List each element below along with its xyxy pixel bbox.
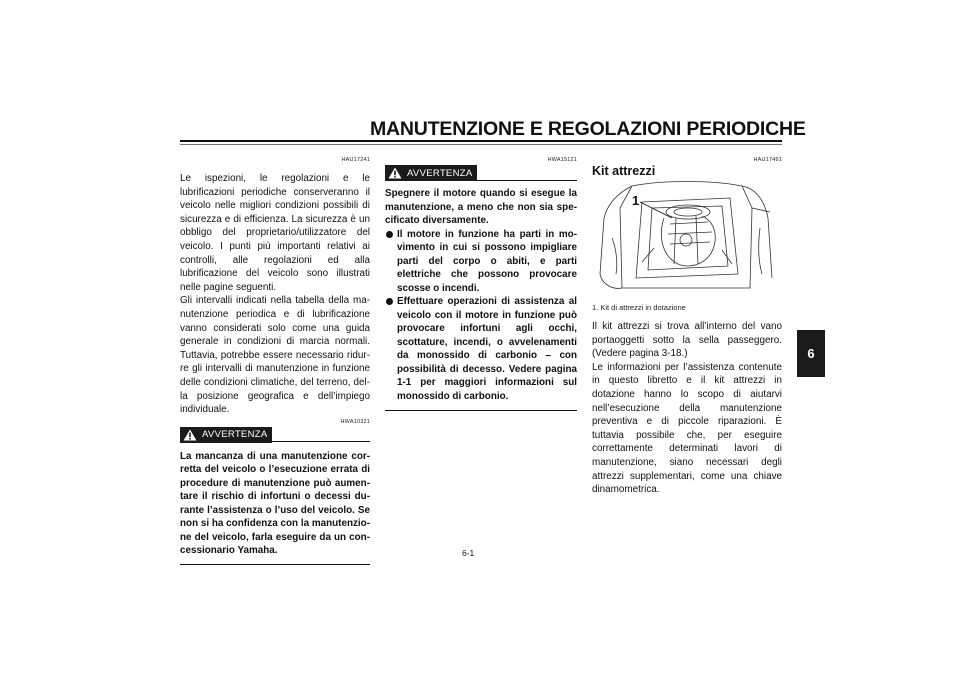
list-item: Il motore in funzione ha parti in movimento in cui si possono impigliare parti del corpo o abiti, e parti elettriche che possono provocare scosse o incendi. (385, 228, 577, 296)
reference-code: HAU17491 (753, 157, 782, 163)
service-info-paragraph: Le informazioni per l’assistenza contenute in questo libretto e il kit attrezzi in dotazione hanno lo scopo di aiutarvi nell’esecuzione della manutenzione preventiva e di piccole riparazioni. È tuttavia possibile che, per eseguire correttamente determinati lavori di manutenzione, siano necessari degli attrezzi supplementari, come una chiave dinamometrica. (592, 361, 782, 496)
column-2 (385, 157, 577, 411)
page-title: MANUTENZIONE E REGOLAZIONI PERIODICHE (370, 118, 806, 140)
bullet-icon (386, 298, 393, 305)
warning-bullet-list (385, 228, 577, 404)
warning-end-rule (180, 564, 370, 565)
warning-label: AVVERTENZA (202, 429, 268, 441)
warning-header (385, 164, 577, 182)
bullet-icon (386, 231, 393, 238)
intervals-paragraph: Gli intervalli indicati nella tabella della manutenzione periodica e di lubrificazione vanno considerati solo come una guida generale in condizioni di marcia normali. Tuttavia, potrebbe essere necessario ridurre gli intervalli di manutenzione in funzione delle condizioni climatiche, del terreno, della posizione geografica e dell’impiego individuale. (180, 295, 370, 416)
reference-code: HAU17241 (341, 157, 370, 163)
warning-code: HWA10321 (340, 418, 370, 425)
warning-intro: Spegnere il motore quando si esegue la manutenzione, a meno che non sia specificato diversamente. (385, 188, 577, 226)
location-paragraph: Il kit attrezzi si trova all’interno del vano portaoggetti sotto la sella passeggero. (Vedere pagina 3-18.) (592, 321, 782, 360)
warning-triangle-icon (183, 429, 197, 441)
figure-caption: 1. Kit di attrezzi in dotazione (592, 303, 686, 312)
warning-triangle-icon (388, 167, 402, 179)
intro-paragraph: Le ispezioni, le regolazioni e le lubrificazioni periodiche conserveranno il veicolo nelle migliori condizioni possibili di sicurezza e di efficienza. La sicurezza è un obbligo del proprietario/utilizzatore del veicolo. I punti più importanti relativi ai controlli, alle regolazioni ed alla lubrificazione del veicolo sono illustrati nelle pagine seguenti. (180, 173, 370, 293)
chapter-tab: 6 (797, 330, 825, 377)
column-1 (180, 157, 370, 565)
page-number: 6-1 (462, 548, 475, 558)
warning-header (180, 426, 370, 444)
warning-end-rule (385, 410, 577, 411)
warning-header-line (272, 441, 370, 442)
tool-kit-figure (592, 178, 778, 298)
warning-label: AVVERTENZA (407, 167, 473, 179)
title-rule-thin (180, 144, 782, 145)
warning-code: HWA15121 (547, 157, 577, 163)
column-3 (592, 157, 782, 178)
warning-label-box (385, 165, 477, 181)
warning-text: La mancanza di una manutenzione corretta del veicolo o l’esecuzione errata di procedure di manutenzione può aumentare il rischio di infortuni o decessi durante l’assistenza o l’uso del veicolo. Se non si ha confidenza con la manutenzione del veicolo, farla eseguire da un concessionario Yamaha. (180, 450, 370, 557)
title-rule (180, 140, 782, 142)
column-3-body (592, 303, 782, 497)
section-title: Kit attrezzi (592, 164, 656, 178)
warning-header-line (477, 180, 577, 181)
warning-label-box (180, 427, 272, 443)
tool-kit-illustration (592, 178, 778, 298)
list-item: Effettuare operazioni di assistenza al veicolo con il motore in funzione può provocare infortuni agli occhi, scottature, incendi, o avvelenamenti da monossido di carbonio – con possibilità di decesso. Vedere pagina 1-1 per maggiori informazioni sul monossido di carbonio. (385, 295, 577, 403)
figure-callout: 1 (632, 193, 640, 208)
